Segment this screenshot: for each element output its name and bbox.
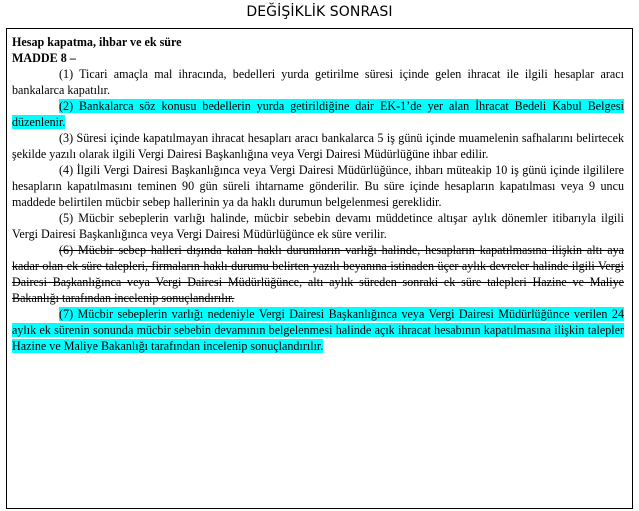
paragraph-7-text: (7) Mücbir sebeplerin varlığı nedeniyle Vergi Dairesi Başkanlığınca veya Vergi Dairesi Müdürlüğünce verilen 24 aylık ek sürenin sonunda mücbir sebebin devamının belgelenmesi halinde açık ihracat hesabının kapatılmasına ilişkin talepler Hazine ve Maliye Bakanlığı tarafından incelenip sonuçlandırılır. [12,307,624,353]
paragraph-1-text: (1) Ticari amaçla mal ihracında, bedelleri yurda getirilme süresi içinde gelen ihracat ile ilgili hesaplar aracı bankalarca kapatılır. [12,67,624,97]
article-frame [6,28,633,509]
paragraph-3-text: (3) Süresi içinde kapatılmayan ihracat hesapları aracı bankalarca 5 iş günü içinde muamelenin safhalarını belirtecek şekilde yazılı olarak ilgili Vergi Dairesi Başkanlığına veya Vergi Dairesi Müdürlüğüne ihbar edilir. [12,131,624,161]
article-number: MADDE 8 – [12,51,76,65]
document-heading: DEĞİŞİKLİK SONRASI [246,4,393,20]
paragraph-4 [12,162,624,210]
paragraph-5-text: (5) Mücbir sebeplerin varlığı halinde, mücbir sebebin devamı müddetince altışar aylık dönemler itibarıyla ilgili Vergi Dairesi Başkanlığınca veya Vergi Dairesi Müdürlüğünce ek süre verilir. [12,211,624,241]
paragraph-2 [12,98,624,130]
paragraph-7 [12,306,624,354]
article-content [12,34,624,354]
paragraph-6-text: (6) Mücbir sebep halleri dışında kalan haklı durumların varlığı halinde, hesapların kapatılmasına ilişkin altı aya kadar olan ek süre talepleri, firmaların haklı durumu belirten yazılı beyanına istinaden üçer aylık devreler halinde ilgili Vergi Dairesi Başkanlığınca veya Vergi Dairesi Müdürlüğünce, altı aylık süreden sonraki ek süre talepleri Hazine ve Maliye Bakanlığı tarafından incelenip sonuçlandırılır. [12,243,624,305]
paragraph-3 [12,130,624,162]
paragraph-5 [12,210,624,242]
paragraph-6 [12,242,624,306]
paragraph-1 [12,66,624,98]
article-title: Hesap kapatma, ihbar ve ek süre [12,35,182,49]
paragraph-2-text: (2) Bankalarca söz konusu bedellerin yurda getirildiğine dair EK-1’de yer alan İhracat Bedeli Kabul Belgesi düzenlenir. [12,99,624,129]
paragraph-4-text: (4) İlgili Vergi Dairesi Başkanlığınca veya Vergi Dairesi Müdürlüğünce, ihbarı müteakip 10 iş günü içinde ilgililere hesapların kapatılmasını teminen 90 gün süreli ihtarname gönderilir. Bu süre içinde hesapların kapatılması veya 9 uncu maddede belirtilen mücbir sebep hallerinin ya da haklı durumun belgelenmesi gereklidir. [12,163,624,209]
